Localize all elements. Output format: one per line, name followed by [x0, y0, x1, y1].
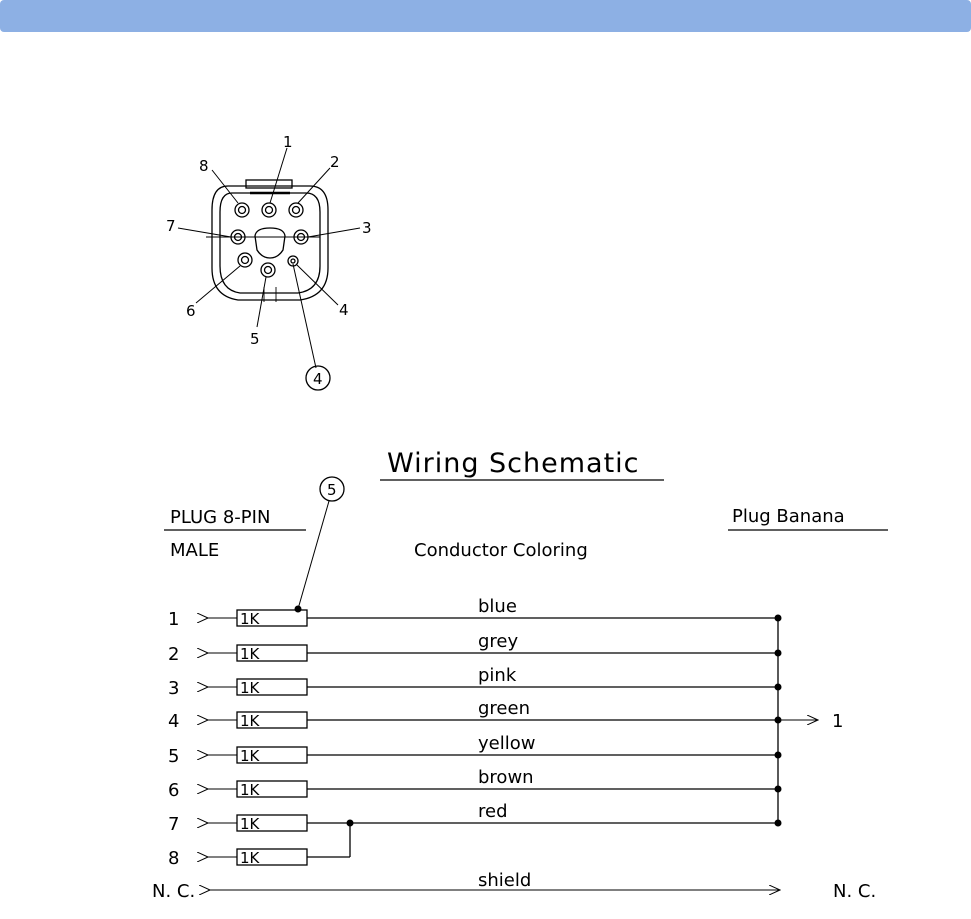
pin-number: 7 [168, 814, 180, 835]
wire-row-1 [168, 596, 782, 630]
pin-number: 6 [168, 780, 180, 801]
conductor-color: green [478, 698, 530, 719]
conductor-color: pink [478, 665, 517, 686]
conductor-color: blue [478, 596, 517, 617]
conductor-color: red [478, 801, 508, 822]
conductor-color: yellow [478, 733, 536, 754]
connector-key [246, 180, 292, 188]
connector-center [255, 228, 285, 258]
pin-label-4: 4 [339, 301, 349, 319]
connector-labels [166, 133, 372, 388]
pin-label-7: 7 [166, 217, 176, 235]
shield-right: N. C. [833, 881, 877, 902]
left-header: PLUG 8-PIN [170, 507, 271, 528]
wire-row-2 [168, 631, 782, 665]
pin-label-3: 3 [362, 219, 372, 237]
shield-left: N. C. [152, 881, 196, 902]
pin-label-5: 5 [250, 330, 260, 348]
output-label: 1 [832, 711, 844, 732]
wire-rows [168, 596, 782, 869]
resistor-label: 1K [240, 645, 260, 663]
left-subheader: MALE [170, 540, 220, 561]
pin-number: 8 [168, 848, 180, 869]
resistor-label: 1K [240, 712, 260, 730]
wire-row-8 [168, 848, 307, 869]
center-header: Conductor Coloring [414, 540, 588, 561]
resistor-label: 1K [240, 610, 260, 628]
conductor-color: grey [478, 631, 519, 652]
resistor-label: 1K [240, 747, 260, 765]
resistor-label: 1K [240, 781, 260, 799]
schematic-title: Wiring Schematic [387, 448, 640, 479]
shield-label: shield [478, 870, 532, 891]
wire-row-4 [168, 698, 782, 732]
resistor-label: 1K [240, 815, 260, 833]
pin-label-6: 6 [186, 302, 196, 320]
connector-drawing [178, 148, 360, 390]
pin-label-2: 2 [330, 153, 340, 171]
conductor-color: brown [478, 767, 534, 788]
wire-row-3 [168, 665, 782, 699]
wire-row-6 [168, 767, 782, 801]
resistor-label: 1K [240, 679, 260, 697]
schematic-callout: 5 [327, 481, 337, 499]
pin-number: 3 [168, 678, 180, 699]
pin-number: 5 [168, 746, 180, 767]
wire-row-7 [168, 801, 782, 835]
wire-row-5 [168, 733, 782, 767]
connector-callout: 4 [313, 370, 323, 388]
connector-pins [231, 203, 308, 277]
pin-label-8: 8 [199, 157, 209, 175]
pin-number: 4 [168, 711, 180, 732]
resistor-label: 1K [240, 849, 260, 867]
pin-label-1: 1 [283, 133, 293, 151]
right-header: Plug Banana [732, 506, 845, 527]
pin-number: 2 [168, 644, 180, 665]
pin-number: 1 [168, 609, 180, 630]
